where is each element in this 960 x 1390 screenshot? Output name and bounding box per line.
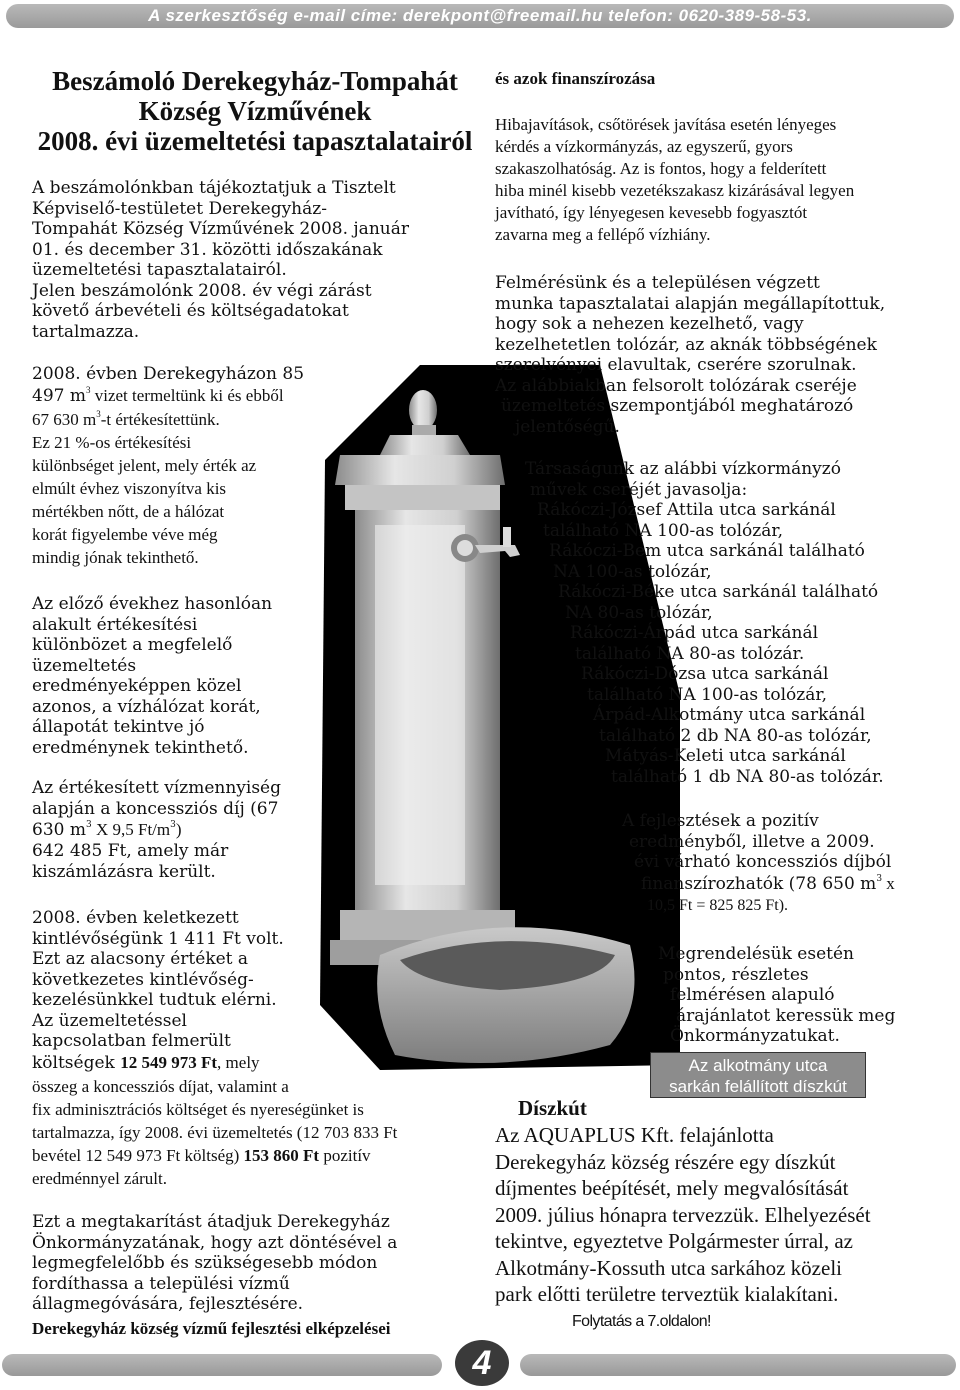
text-line: Ezt a megtakarítást átadjuk Derekegyház (32, 1212, 390, 1232)
superscript: 3 (96, 408, 101, 419)
footer-bar-right (520, 1354, 956, 1376)
text-line: 2009. július hónapra tervezzük. Elhelyezését (495, 1202, 871, 1227)
text-line: üzemeltetés szempontjából meghatározó (501, 396, 854, 416)
text-line: szerelvényei elavultak, cserére szorulnak. (495, 355, 857, 375)
text-line: Megrendelésük esetén (658, 944, 854, 964)
superscript: 3 (85, 820, 92, 830)
text-line: kapcsolatban felmerült (32, 1031, 231, 1051)
text-line: Rákóczi-Árpád utca sarkánál (570, 623, 819, 643)
text-line: zavarna meg a fellépő vízhiány. (495, 225, 711, 244)
text-span: 630 m (32, 820, 86, 840)
text-line: Derekegyház község részére egy díszkút (495, 1149, 836, 1174)
continued-note: Folytatás a 7.oldalon! (572, 1313, 711, 1330)
text-line: munka tapasztalatai alapján megállapítottuk, (495, 293, 886, 314)
superscript: 3 (876, 873, 883, 884)
text-line: Ezt az alacsony értéket a (32, 949, 249, 969)
left-para-4 (32, 778, 332, 882)
text-line: található 1 db NA 80-as tolózár. (611, 766, 884, 787)
text-span: 497 m (32, 385, 86, 406)
text-line: alapján a koncessziós díj (67 (32, 798, 279, 819)
text-line: Önkormányzatának, hogy azt döntésével a (32, 1232, 398, 1253)
text-line: mértékben nőtt, de a hálózat (32, 501, 225, 521)
text-line: üzemeltetési tapasztalatairól. (32, 260, 287, 280)
text-line: Árpád-Alkotmány utca sarkánál (593, 705, 866, 725)
text-line: Az előző évekhez hasonlóan (32, 594, 273, 614)
text-line: Képviselő-testületet Derekegyház- (32, 198, 327, 219)
text-line: művek cseréjét javasolja: (530, 479, 748, 500)
text-line: következetes kintlévőség- (32, 969, 254, 990)
text-line: eredményből, illetve a 2009. (629, 831, 875, 852)
text-line: Társaságunk az alábbi vízkormányzó (525, 459, 841, 479)
text-line: különbséget jelent, mely érték az (32, 455, 257, 475)
text-line: Az alábbiakban felsorolt tolózárak cseréje (495, 375, 857, 396)
right-para-2 (495, 273, 950, 437)
text-line: Felmérésünk és a településen végzett (495, 273, 820, 293)
text-line: NA 100-as tolózár, (553, 561, 712, 582)
right-heading: és azok finanszírozása (495, 69, 656, 88)
text-line: Önkormányzatukat. (670, 1026, 840, 1046)
text-line: állapotát tekintve jó (32, 717, 205, 737)
title-line: Beszámoló Derekegyház-Tompahát (52, 66, 458, 96)
text-line: mindig jónak tekinthető. (32, 547, 199, 567)
text-line: hogy sok a nehezen kezelhető, vagy (495, 314, 804, 334)
text-line: állagmegóvására, fejlesztésére. (32, 1294, 304, 1314)
text-line: kiszámlázásra került. (32, 861, 216, 882)
text-span: bevétel 12 549 973 Ft költség) (32, 1146, 244, 1165)
text-line: Hibajavítások, csőtörések javítása esetén lényeges (495, 115, 837, 134)
caption-line: Az alkotmány utca (688, 1056, 828, 1075)
text-line: NA 80-as tolózár, (565, 602, 713, 623)
left-para-1 (32, 178, 452, 342)
result-amount: 153 860 Ft (243, 1146, 320, 1165)
text-line: Rákóczi-Béke utca sarkánál található (558, 582, 879, 602)
text-line: található 2 db NA 80-as tolózár, (599, 725, 872, 746)
caption-line: sarkán felállított díszkút (669, 1077, 847, 1096)
text-line: A beszámolónkban tájékoztatjuk a Tisztelt (32, 178, 396, 198)
left-para-5 (32, 908, 332, 1074)
text-line: Ez 21 %-os értékesítési (32, 432, 192, 452)
text-line: korát figyelembe véve még (32, 524, 218, 544)
dizskut-heading: Díszkút (518, 1096, 587, 1120)
text-line: díjmentes beépítését, mely megvalósítását (495, 1176, 849, 1200)
text-span: finanszírozhatók (78 650 m (641, 873, 877, 894)
article-title (30, 66, 480, 156)
text-line: fix adminisztrációs költséget és nyereségünket is (32, 1100, 364, 1119)
text-line: 2008. évben keletkezett (32, 908, 239, 928)
right-para-4 (622, 811, 942, 917)
text-line: Alkotmány-Kossuth utca sarkához közeli (495, 1255, 842, 1280)
text-span: pozitív (319, 1146, 371, 1165)
text-line: Rákóczi-József Attila utca sarkánál (537, 500, 836, 520)
text-line: 2008. évben Derekegyházon 85 (32, 364, 305, 384)
text-line: Mátyás-Keleti utca sarkánál (605, 746, 846, 766)
footer-bar-left (2, 1354, 442, 1376)
text-span: költségek (32, 1052, 121, 1073)
text-span: ) (175, 820, 182, 839)
text-line: eredménynek tekinthető. (32, 737, 249, 758)
text-line: pontos, részletes (663, 964, 809, 985)
text-span: , mely (217, 1052, 260, 1072)
text-line: tartalmazza. (32, 321, 140, 342)
text-line: kezelésünkkel tudtuk elérni. (32, 990, 277, 1010)
text-line: Jelen beszámolónk 2008. év végi zárást (32, 280, 372, 301)
left-para-3 (32, 594, 332, 758)
right-para-1 (495, 114, 950, 246)
right-para-3 (525, 459, 945, 787)
right-para-5 (658, 944, 938, 1047)
text-line: park előtti területre terveztük kialakítani. (495, 1282, 839, 1306)
text-line: legmegfelelőbb és szükségesebb módon (32, 1253, 378, 1273)
text-line: felmérésen alapuló (670, 985, 835, 1005)
text-line: kezelhetetlen tolózár, az aknák többségének (495, 334, 877, 355)
text-line: fordíthassa a települési vízmű (32, 1273, 290, 1294)
text-span: -t értékesítettünk. (100, 409, 220, 429)
photo-caption (650, 1052, 866, 1098)
text-line: tekintve, egyeztetve Polgármester úrral, az (495, 1229, 854, 1253)
left-para-2 (32, 364, 362, 569)
left-para-5-serif (32, 1075, 482, 1190)
text-line: évi várható koncessziós díjból (634, 852, 892, 872)
text-line: összeg a koncessziós díjat, valamint a (32, 1077, 289, 1096)
text-line: kintlévőségünk 1 411 Ft volt. (32, 928, 284, 949)
text-span: x (882, 873, 895, 893)
title-line: 2008. évi üzemeltetési tapasztalatairól (37, 126, 473, 156)
superscript: 3 (170, 820, 176, 830)
left-para-6 (32, 1212, 472, 1315)
header-contact-text: A szerkesztőség e-mail címe: derekpont@freemail.hu telefon: 0620-389-58-53. (148, 6, 812, 25)
text-line: 10,5 Ft = 825 825 Ft). (647, 896, 789, 914)
superscript: 3 (85, 384, 91, 395)
text-line: azonos, a vízhálózat korát, (32, 696, 261, 717)
page-number: 4 (455, 1340, 509, 1386)
text-line: található NA 100-as tolózár, (587, 684, 828, 705)
text-line: található NA 100-as tolózár, (543, 520, 784, 541)
development-heading: Derekegyház község vízmű fejlesztési elképzelései (32, 1319, 391, 1338)
text-line: A fejlesztések a pozitív (622, 811, 819, 831)
text-line: követő árbevételi és költségadatokat (32, 301, 349, 321)
text-line: eredményeképpen közel (32, 676, 242, 696)
title-line: Község Vízművének (138, 96, 372, 126)
text-span: X 9,5 Ft/m (91, 820, 171, 839)
text-line: javítható, így lényegesen kevesebb fogyasztót (495, 203, 808, 222)
text-line: eredménnyel zárult. (32, 1169, 167, 1188)
text-line: Rákóczi-Bem utca sarkánál található (549, 541, 865, 561)
text-span: vizet termeltünk ki és ebből (90, 385, 284, 405)
text-line: kérdés a vízkormányzás, az egyszerű, gyors (495, 137, 793, 156)
text-line: Az értékesített vízmennyiség (32, 778, 281, 798)
text-line: elmúlt évhez viszonyítva kis (32, 478, 227, 498)
text-line: Az AQUAPLUS Kft. felajánlotta (495, 1123, 774, 1147)
text-line: tartalmazza, így 2008. évi üzemeltetés (12 703 833 Ft (32, 1123, 398, 1142)
text-line: szakaszolhatóság. Az is fontos, hogy a felderített (495, 159, 827, 178)
text-line: üzemeltetés (32, 655, 137, 676)
text-line: alakult értékesítési (32, 614, 198, 635)
header-bar (6, 4, 954, 28)
cost-amount: 12 549 973 Ft (120, 1052, 218, 1072)
text-line: hiba minél kisebb vezetékszakasz kizárásával legyen (495, 181, 855, 200)
text-line: 642 485 Ft, amely már (32, 841, 229, 861)
text-line: Rákóczi-Dózsa utca sarkánál (581, 664, 829, 684)
text-span: 67 630 m (32, 409, 97, 429)
text-line: jelentőségű. (515, 416, 620, 437)
text-line: árajánlatot keressük meg (676, 1005, 896, 1026)
text-line: különbözet a megfelelő (32, 635, 233, 655)
text-line: Az üzemeltetéssel (32, 1010, 187, 1031)
text-line: 01. és december 31. közötti időszakának (32, 239, 383, 260)
text-line: Tompahát Község Vízművének 2008. január (32, 219, 409, 239)
text-line: található NA 80-as tolózár. (575, 643, 805, 664)
dizskut-text (495, 1122, 945, 1308)
